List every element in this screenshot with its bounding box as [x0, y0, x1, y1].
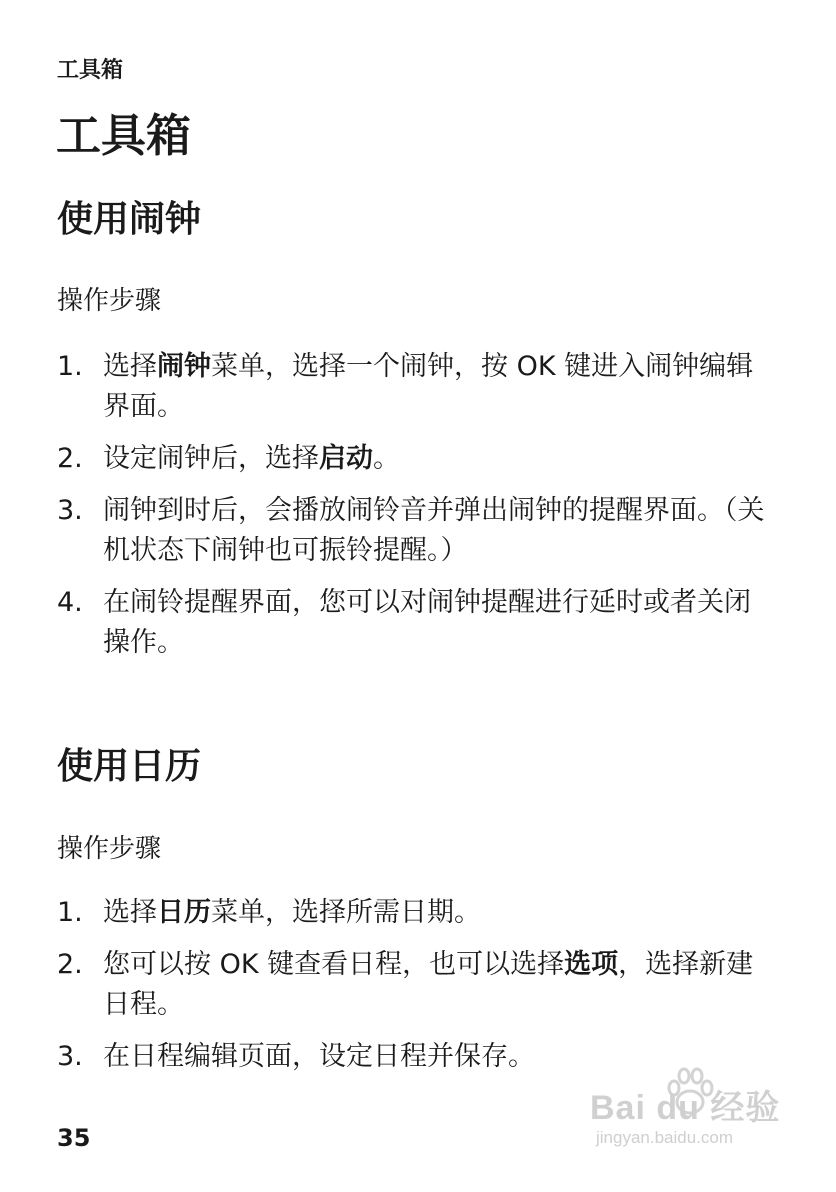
- steps-label-calendar: 操作步骤: [57, 834, 162, 864]
- watermark-logo: Bai du 经验: [590, 1089, 781, 1127]
- step-text: 设定闹钟后，选择: [103, 443, 319, 474]
- alarm-step-2: [57, 439, 777, 479]
- calendar-step-1: [57, 893, 777, 933]
- alarm-step-4: [57, 583, 777, 663]
- step-number: 4.: [57, 587, 83, 618]
- step-number: 2.: [57, 949, 83, 980]
- alarm-step-1: [57, 347, 777, 427]
- step-text: 菜单，选择一个闹钟，按 OK 键进入闹钟编辑界面。: [103, 351, 754, 422]
- step-text: 选择: [103, 351, 157, 382]
- step-text: 您可以按 OK 键查看日程，也可以选择: [103, 949, 565, 980]
- step-number: 1.: [57, 351, 83, 382]
- step-keyword: 启动: [319, 443, 373, 474]
- alarm-step-3: [57, 491, 777, 571]
- chapter-title: 工具箱: [56, 109, 192, 162]
- step-keyword: 日历: [157, 897, 211, 928]
- step-text: 选择: [103, 897, 157, 928]
- step-number: 2.: [57, 443, 83, 474]
- step-keyword: 选项: [564, 949, 619, 980]
- step-text: 在日程编辑页面，设定日程并保存。: [103, 1041, 535, 1072]
- step-number: 3.: [57, 1041, 83, 1072]
- baidu-watermark: [590, 1062, 790, 1162]
- running-header: 工具箱: [57, 58, 124, 83]
- steps-label-alarm: 操作步骤: [57, 286, 162, 316]
- step-number: 3.: [57, 495, 83, 526]
- step-keyword: 闹钟: [157, 351, 211, 382]
- step-number: 1.: [57, 897, 83, 928]
- section-title-alarm: 使用闹钟: [57, 199, 202, 240]
- step-text: 在闹铃提醒界面，您可以对闹钟提醒进行延时或者关闭操作。: [103, 587, 751, 658]
- watermark-url: jingyan.baidu.com: [596, 1128, 734, 1147]
- page-number: 35: [57, 1124, 91, 1152]
- calendar-step-2: [57, 945, 777, 1025]
- section-title-calendar: 使用日历: [57, 746, 202, 787]
- step-text: 菜单，选择所需日期。: [211, 897, 481, 928]
- step-text: 。: [373, 443, 400, 474]
- step-text: ，选择新建日程。: [103, 949, 754, 1020]
- step-text: 闹钟到时后，会播放闹铃音并弹出闹钟的提醒界面。（关机状态下闹钟也可振铃提醒。）: [103, 495, 765, 566]
